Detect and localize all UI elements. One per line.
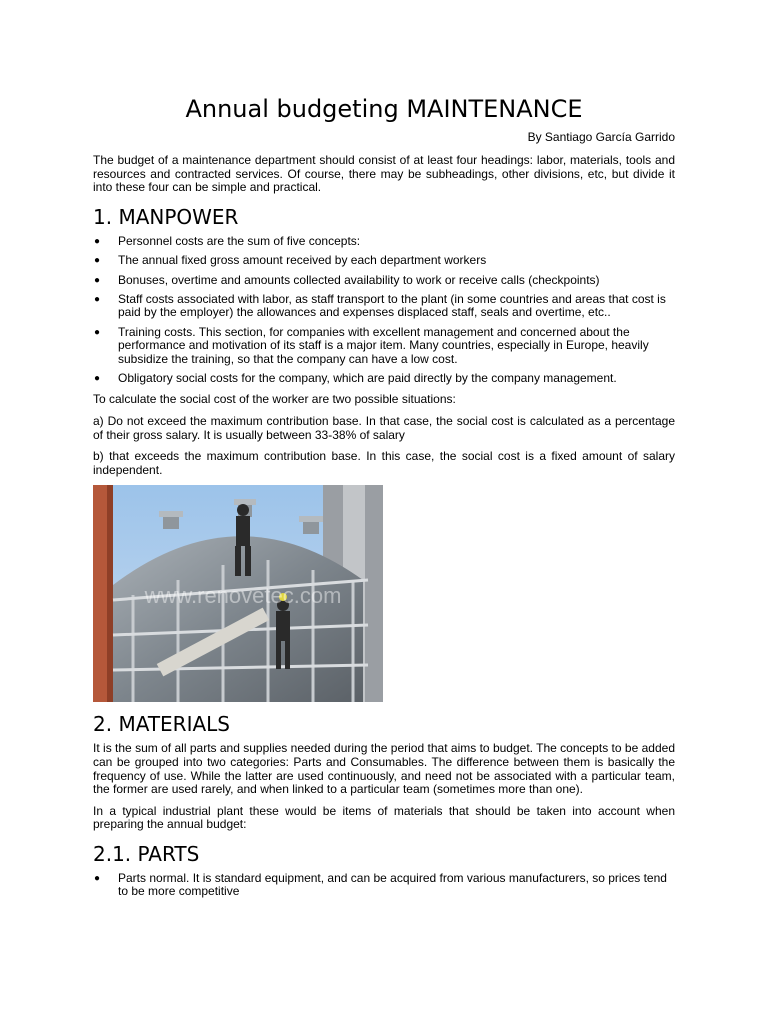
list-item-text: The annual fixed gross amount received by each department workers [118,253,487,268]
list-item-text: Personnel costs are the sum of five concepts: [118,233,361,248]
list-item-text: Obligatory social costs for the company, which are paid directly by the company management. [118,371,617,386]
materials-paragraph-2: In a typical industrial plant these would be items of materials that should be taken into account when preparing the annual budget: [93,803,675,832]
bullet-icon: ● [94,235,101,247]
bullet-icon: ● [94,872,101,884]
list-item [93,235,675,248]
list-item [93,274,675,287]
list-item [93,872,675,899]
list-item [93,293,675,320]
maintenance-photo [93,485,383,702]
document-body [93,154,675,907]
list-item [93,372,675,385]
list-item [93,326,675,366]
section-heading-parts: 2.1. PARTS [93,841,200,866]
author-line: By Santiago García Garrido [527,130,675,144]
materials-paragraph-1: It is the sum of all parts and supplies needed during the period that aims to budget. The concepts to be added can be grouped into two categories: Parts and Consumables. The difference between them is basically the frequency of use. While the latter are used continuously, and need not be associated with a particular team, the former are used rarely, and when linked to a particular team (sometimes more than one). [93,741,675,797]
list-item [93,254,675,267]
bullet-icon: ● [94,274,101,286]
manpower-list [93,235,675,386]
section-heading-materials: 2. MATERIALS [93,712,230,737]
parts-list [93,872,675,899]
intro-paragraph: The budget of a maintenance department should consist of at least four headings: labor, materials, tools and resources and contracted services. Of course, there may be subheadings, other divisions, etc, but divide it into these four can be simple and practical. [93,153,675,195]
bullet-icon: ● [94,373,101,385]
bullet-icon: ● [94,326,101,338]
social-cost-intro: To calculate the social cost of the worker are two possible situations: [93,392,456,407]
list-item-text: Staff costs associated with labor, as staff transport to the plant (in some countries and areas that cost is paid by the employer) the allowances and expenses displaced staff, seals and overtime, etc.. [118,292,666,320]
photo-watermark: www.renovetec.com [144,583,342,609]
bullet-icon: ● [94,255,101,267]
bullet-icon: ● [94,294,101,305]
list-item-text: Training costs. This section, for companies with excellent management and concerned about the performance and motivation of its staff is a major item. Many countries, especially in Europe, heavily subsidize the training, so that the company can have a low cost. [118,324,649,366]
section-heading-manpower: 1. MANPOWER [93,204,239,229]
document-title: Annual budgeting MAINTENANCE [185,95,583,123]
social-cost-case-a: a) Do not exceed the maximum contribution base. In that case, the social cost is calculated as a percentage of their gross salary. It is usually between 33-38% of salary [93,414,675,442]
list-item-text: Bonuses, overtime and amounts collected availability to work or receive calls (checkpoints) [118,272,600,287]
list-item-text: Parts normal. It is standard equipment, and can be acquired from various manufacturers, so prices tend to be more competitive [118,870,667,899]
social-cost-case-b: b) that exceeds the maximum contribution base. In this case, the social cost is a fixed amount of salary independent. [93,449,675,477]
